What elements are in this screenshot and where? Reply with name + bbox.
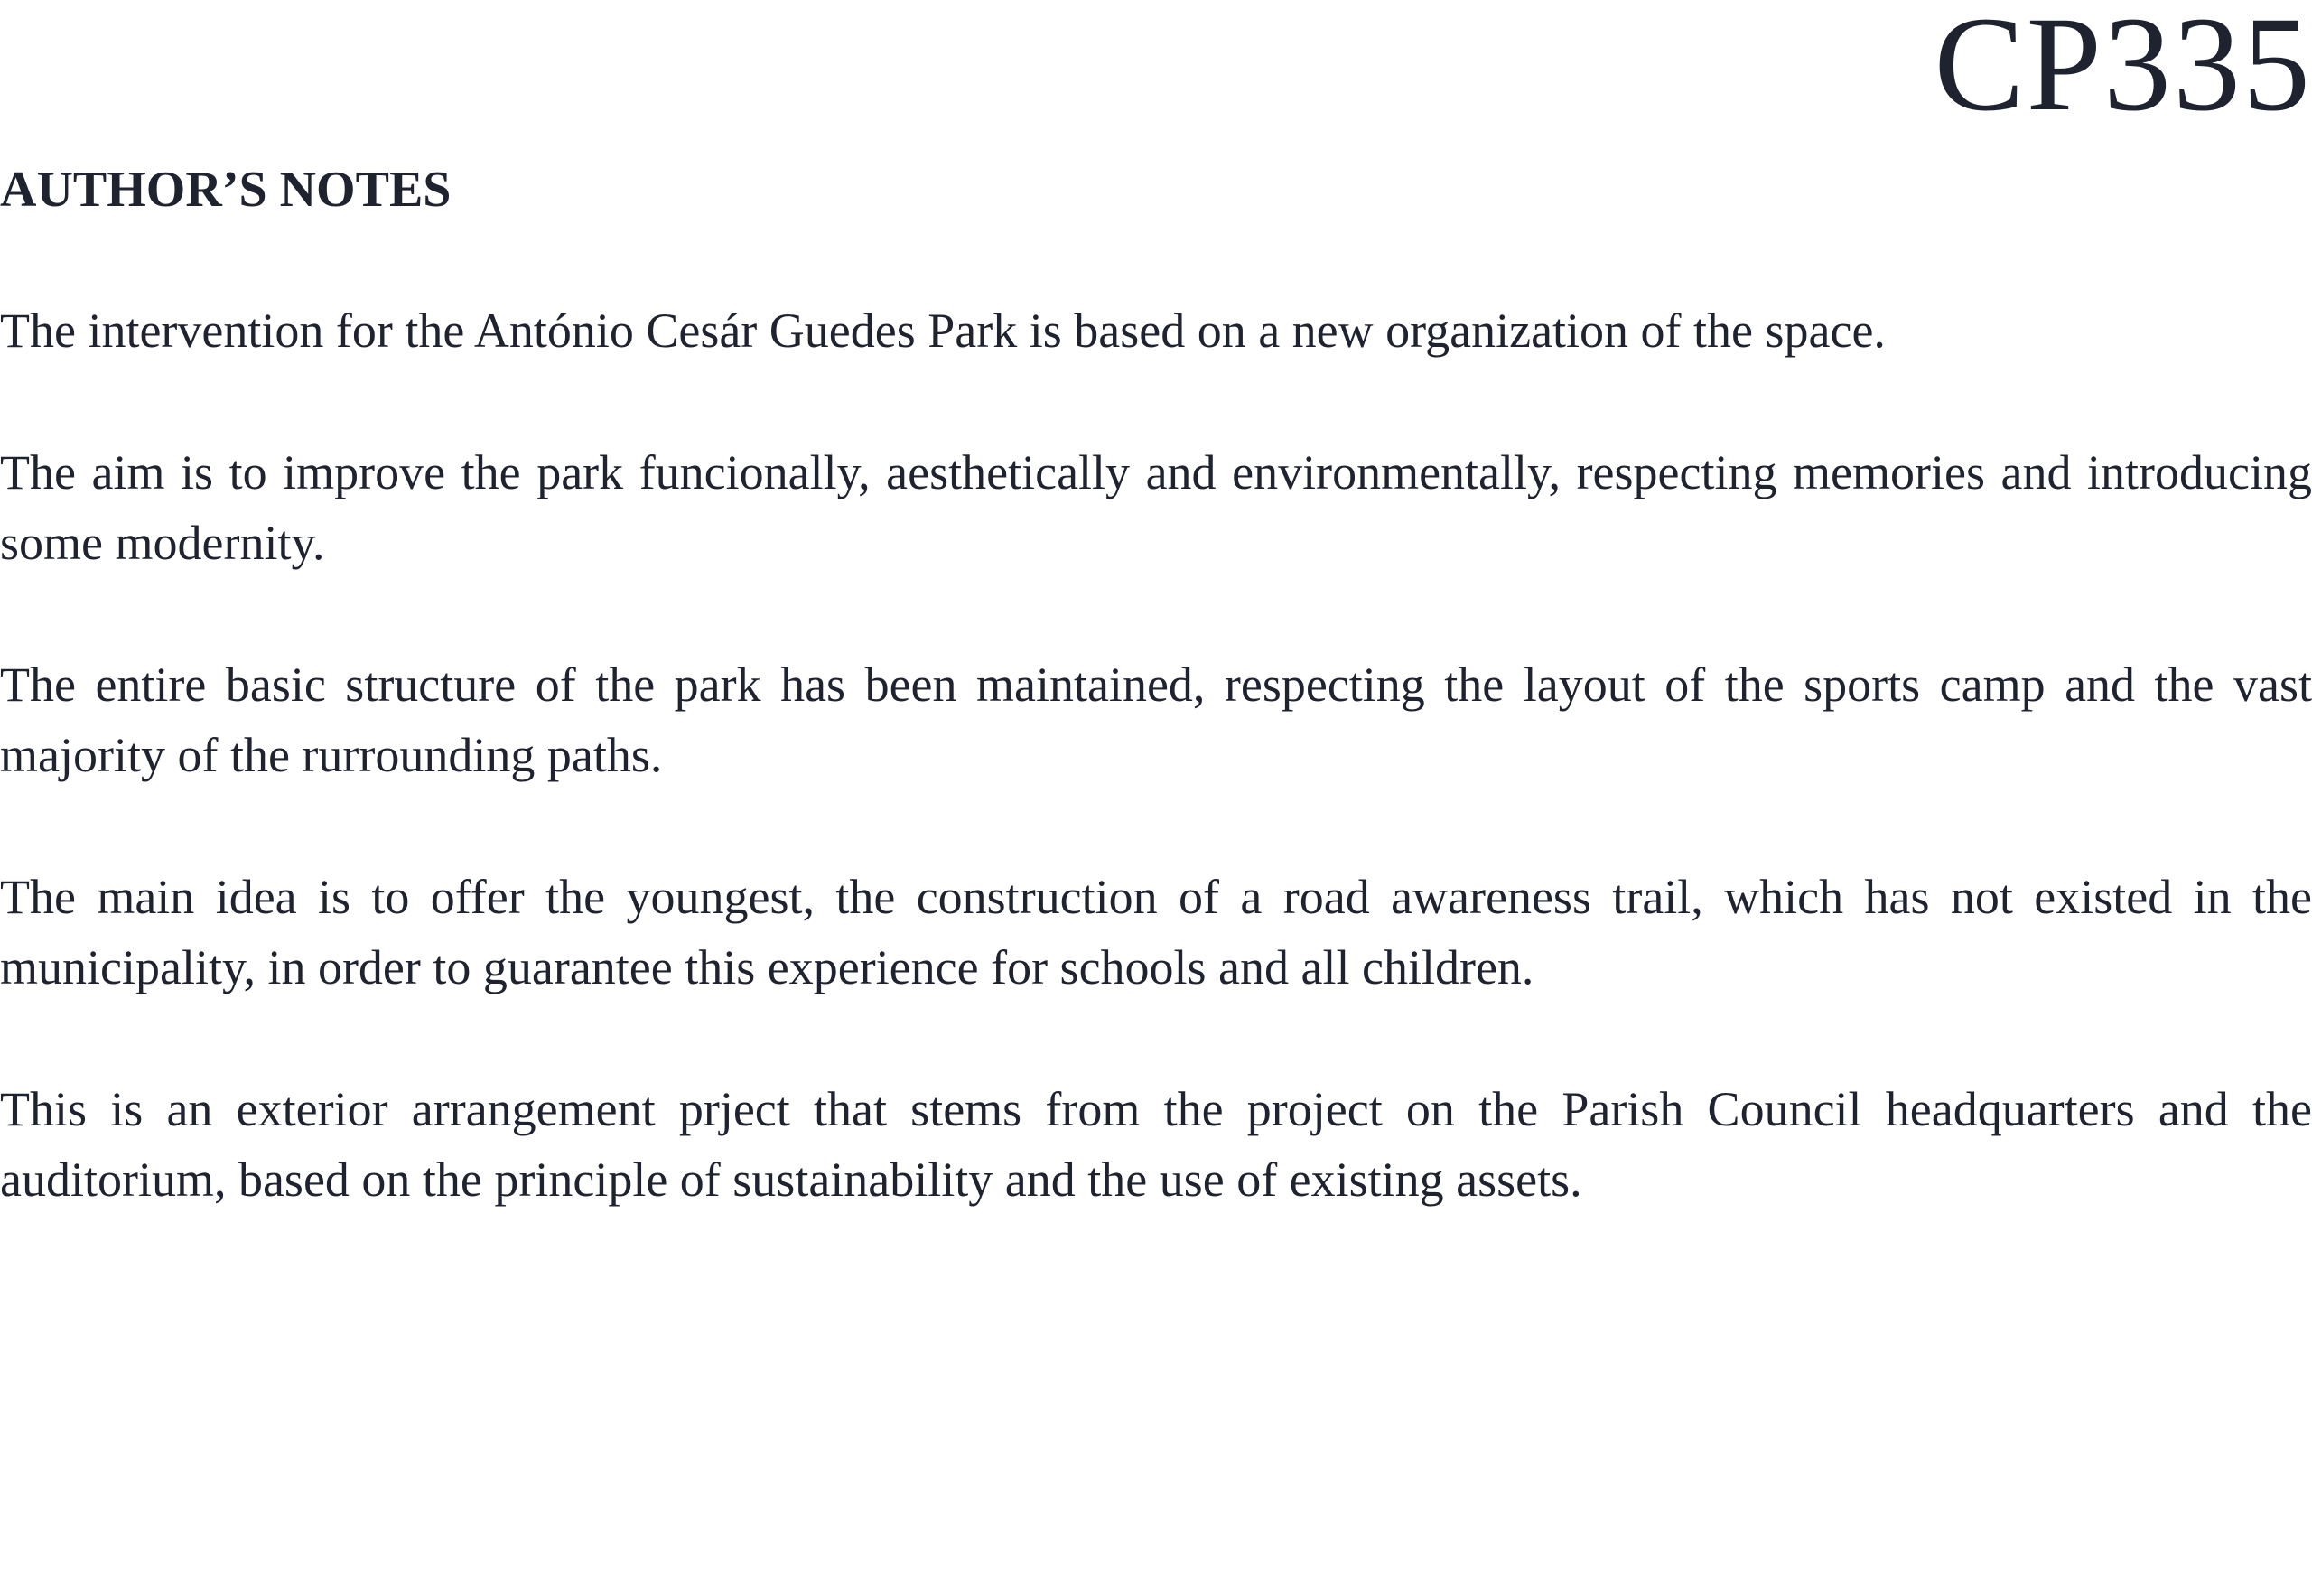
notes-paragraph-2: The aim is to improve the park funcionally, aesthetically and environmentally, respecting memories and introducing some modernity. <box>0 445 2312 570</box>
notes-paragraph-1: The intervention for the António Cesár Guedes Park is based on a new organization of the space. <box>0 303 1886 358</box>
document-code: CP335 <box>1934 0 2312 139</box>
notes-paragraph-4: The main idea is to offer the youngest, the construction of a road awareness trail, which has not existed in the municipality, in order to guarantee this experience for schools and all children. <box>0 870 2312 994</box>
notes-paragraph-5: This is an exterior arrangement prject that stems from the project on the Parish Council headquarters and the auditorium, based on the principle of sustainability and the use of existing assets. <box>0 1082 2312 1207</box>
notes-paragraph-3: The entire basic structure of the park has been maintained, respecting the layout of the sports camp and the vast majority of the rurrounding paths. <box>0 658 2312 782</box>
notes-heading: AUTHOR’S NOTES <box>0 162 452 218</box>
